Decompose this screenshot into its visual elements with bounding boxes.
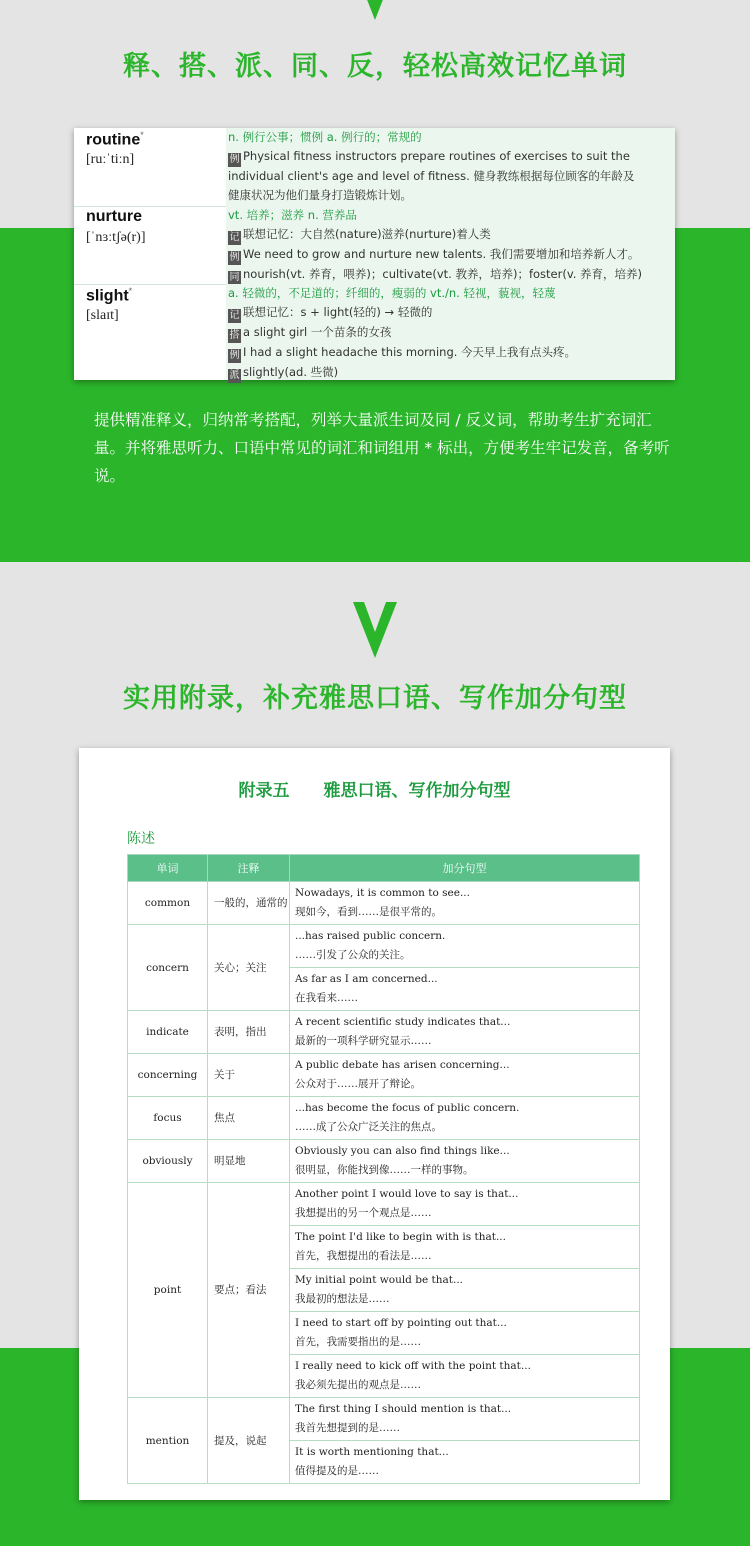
definition-line <box>226 363 675 383</box>
tag-label: 例 <box>229 154 240 166</box>
sentence-chinese: 很明显，你能找到像……一样的事物。 <box>295 1164 474 1176</box>
sentence-english: A recent scientific study indicates that... <box>295 1016 511 1028</box>
tag-label: 同 <box>229 272 240 284</box>
word-cell: indicate <box>128 1011 208 1054</box>
definitions <box>226 284 675 380</box>
sentence-cell <box>290 1140 640 1183</box>
star-mark: * <box>140 130 144 140</box>
note-cell: 一般的，通常的 <box>208 882 290 925</box>
star-mark: * <box>128 286 133 296</box>
sentence-cell <box>290 925 640 968</box>
definitions <box>226 128 675 206</box>
definition-text: a slight girl 一个苗条的女孩 <box>243 325 392 340</box>
definition-line <box>226 265 675 285</box>
table-row <box>128 1183 640 1226</box>
word-cell: point <box>128 1183 208 1398</box>
definition-text: Physical fitness instructors prepare routines of exercises to suit the <box>243 149 630 164</box>
sentence-english: ...has raised public concern. <box>295 930 446 942</box>
sentence-cell <box>290 1269 640 1312</box>
sentence-chinese: 现如今，看到……是很平常的。 <box>295 906 442 918</box>
table-row <box>128 1398 640 1441</box>
entry-slight <box>74 284 675 380</box>
sentence-chinese: 我最初的想法是…… <box>295 1293 390 1305</box>
sentence-english: A public debate has arisen concerning... <box>295 1059 510 1071</box>
entry-nurture <box>74 206 675 285</box>
sentence-chinese: 最新的一项科学研究显示…… <box>295 1035 432 1047</box>
definition-text: I had a slight headache this morning. 今天早上我有点头疼。 <box>243 345 577 360</box>
table-row <box>128 1011 640 1054</box>
sentence-chinese: 我必须先提出的观点是…… <box>295 1379 421 1391</box>
sentence-cell <box>290 1097 640 1140</box>
definition-text: n. 例行公事；惯例 a. 例行的；常规的 <box>228 130 422 144</box>
note-cell: 表明，指出 <box>208 1011 290 1054</box>
down-arrow-icon <box>353 0 397 20</box>
definition-text: nourish(vt. 养育，喂养)；cultivate(vt. 教养，培养)；foster(v. 养育，培养) <box>243 267 643 282</box>
sentence-chinese: 首先，我需要指出的是…… <box>295 1336 421 1348</box>
headword: nurture <box>86 208 142 225</box>
dictionary-card <box>74 128 675 380</box>
definition-text: We need to grow and nurture new talents. 我们需要增加和培养新人才。 <box>243 247 640 262</box>
sentence-english: My initial point would be that... <box>295 1274 463 1286</box>
sentence-cell <box>290 968 640 1011</box>
phonetic: [ˈnɜːtʃə(r)] <box>86 230 146 245</box>
definition-line <box>226 343 675 363</box>
sentence-chinese: 在我看来…… <box>295 992 358 1004</box>
table-row <box>128 925 640 968</box>
sentence-english: Obviously you can also find things like... <box>295 1145 510 1157</box>
sentence-cell <box>290 1054 640 1097</box>
tag-label: 搭 <box>229 330 240 342</box>
column-header: 单词 <box>128 855 208 882</box>
sentence-english: Nowadays, it is common to see... <box>295 887 470 899</box>
definition-line <box>226 323 675 343</box>
definition-text: vt. 培养；滋养 n. 营养品 <box>228 208 357 222</box>
word-cell: concern <box>128 925 208 1011</box>
section1-heading: 释、搭、派、同、反，轻松高效记忆单词 <box>123 51 627 82</box>
phonetic: [ruːˈtiːn] <box>86 152 135 167</box>
sentence-cell <box>290 1226 640 1269</box>
sentence-cell <box>290 1312 640 1355</box>
note-cell: 关于 <box>208 1054 290 1097</box>
note-cell: 关心；关注 <box>208 925 290 1011</box>
sentence-english: I need to start off by pointing out that... <box>295 1317 507 1329</box>
sentence-cell <box>290 1011 640 1054</box>
sentence-cell <box>290 1398 640 1441</box>
sentence-english: As far as I am concerned... <box>295 973 438 985</box>
sentence-english: I really need to kick off with the point that... <box>295 1360 531 1372</box>
entry-routine <box>74 128 675 207</box>
definition-line <box>226 186 675 205</box>
headword: slight <box>86 287 129 305</box>
definition-line <box>226 245 675 265</box>
sentence-english: It is worth mentioning that... <box>295 1446 449 1458</box>
column-header: 注释 <box>208 855 290 882</box>
note-cell: 焦点 <box>208 1097 290 1140</box>
phrase-table <box>127 854 640 1484</box>
feature-description: 提供精准释义，归纳常考搭配，列举大量派生词及同 / 反义词，帮助考生扩充词汇量。并将雅思听力、口语中常见的词汇和词组用 * 标出，方便考生牢记发音，备考听说。 <box>94 411 670 485</box>
headword: routine <box>86 131 141 149</box>
sentence-chinese: 首先，我想提出的看法是…… <box>295 1250 432 1262</box>
sentence-english: The point I'd like to begin with is that... <box>295 1231 506 1243</box>
sentence-cell <box>290 1183 640 1226</box>
sentence-chinese: ……成了公众广泛关注的焦点。 <box>295 1121 442 1133</box>
definition-line <box>226 284 675 303</box>
sentence-chinese: 公众对于……展开了辩论。 <box>295 1078 421 1090</box>
sentence-english: The first thing I should mention is that... <box>295 1403 512 1415</box>
definition-text: 联想记忆：s + light(轻的) → 轻微的 <box>243 305 433 320</box>
sentence-chinese: 我首先想提到的是…… <box>295 1422 400 1434</box>
sentence-cell <box>290 1441 640 1484</box>
sentence-cell <box>290 882 640 925</box>
definition-line <box>226 206 675 225</box>
sentence-english: ...has become the focus of public concern. <box>295 1102 520 1114</box>
section2-heading: 实用附录，补充雅思口语、写作加分句型 <box>123 683 627 714</box>
definition-line <box>226 167 675 186</box>
word-cell: mention <box>128 1398 208 1484</box>
definition-text: a. 轻微的，不足道的；纤细的，瘦弱的 vt./n. 轻视，藐视，轻蔑 <box>228 286 556 300</box>
appendix-title: 附录五 雅思口语、写作加分句型 <box>238 781 511 801</box>
definition-text: 联想记忆：大自然(nature)滋养(nurture)着人类 <box>243 227 491 242</box>
table-row <box>128 1140 640 1183</box>
tag-label: 例 <box>229 252 240 264</box>
word-cell: concerning <box>128 1054 208 1097</box>
appendix-page <box>79 748 670 1500</box>
definition-text: slightly(ad. 些微) <box>243 365 339 380</box>
tag-label: 派 <box>229 370 240 382</box>
definition-line <box>226 128 675 147</box>
phonetic: [slaɪt] <box>86 308 119 323</box>
tag-label: 例 <box>229 350 240 362</box>
definition-text: individual client's age and level of fitness. 健身教练根据每位顾客的年龄及 <box>228 169 635 184</box>
definition-text: 健康状况为他们量身打造锻炼计划。 <box>228 188 412 203</box>
word-cell: common <box>128 882 208 925</box>
note-cell: 提及，说起 <box>208 1398 290 1484</box>
tag-label: 记 <box>229 232 240 244</box>
sentence-chinese: ……引发了公众的关注。 <box>295 949 411 961</box>
sentence-english: Another point I would love to say is that... <box>295 1188 519 1200</box>
sentence-cell <box>290 1355 640 1398</box>
sentence-chinese: 值得提及的是…… <box>295 1465 379 1477</box>
definition-line <box>226 147 675 167</box>
definition-line <box>226 303 675 323</box>
note-cell: 明显地 <box>208 1140 290 1183</box>
sentence-chinese: 我想提出的另一个观点是…… <box>295 1207 432 1219</box>
tag-label: 记 <box>229 310 240 322</box>
word-cell: obviously <box>128 1140 208 1183</box>
table-row <box>128 1054 640 1097</box>
note-cell: 要点；看法 <box>208 1183 290 1398</box>
column-header: 加分句型 <box>290 855 640 882</box>
word-cell: focus <box>128 1097 208 1140</box>
appendix-subtitle: 陈述 <box>127 831 155 847</box>
down-arrow-icon <box>353 602 397 658</box>
definition-line <box>226 225 675 245</box>
definitions <box>226 206 675 284</box>
table-row <box>128 882 640 925</box>
table-header-row <box>128 855 640 882</box>
table-row <box>128 1097 640 1140</box>
